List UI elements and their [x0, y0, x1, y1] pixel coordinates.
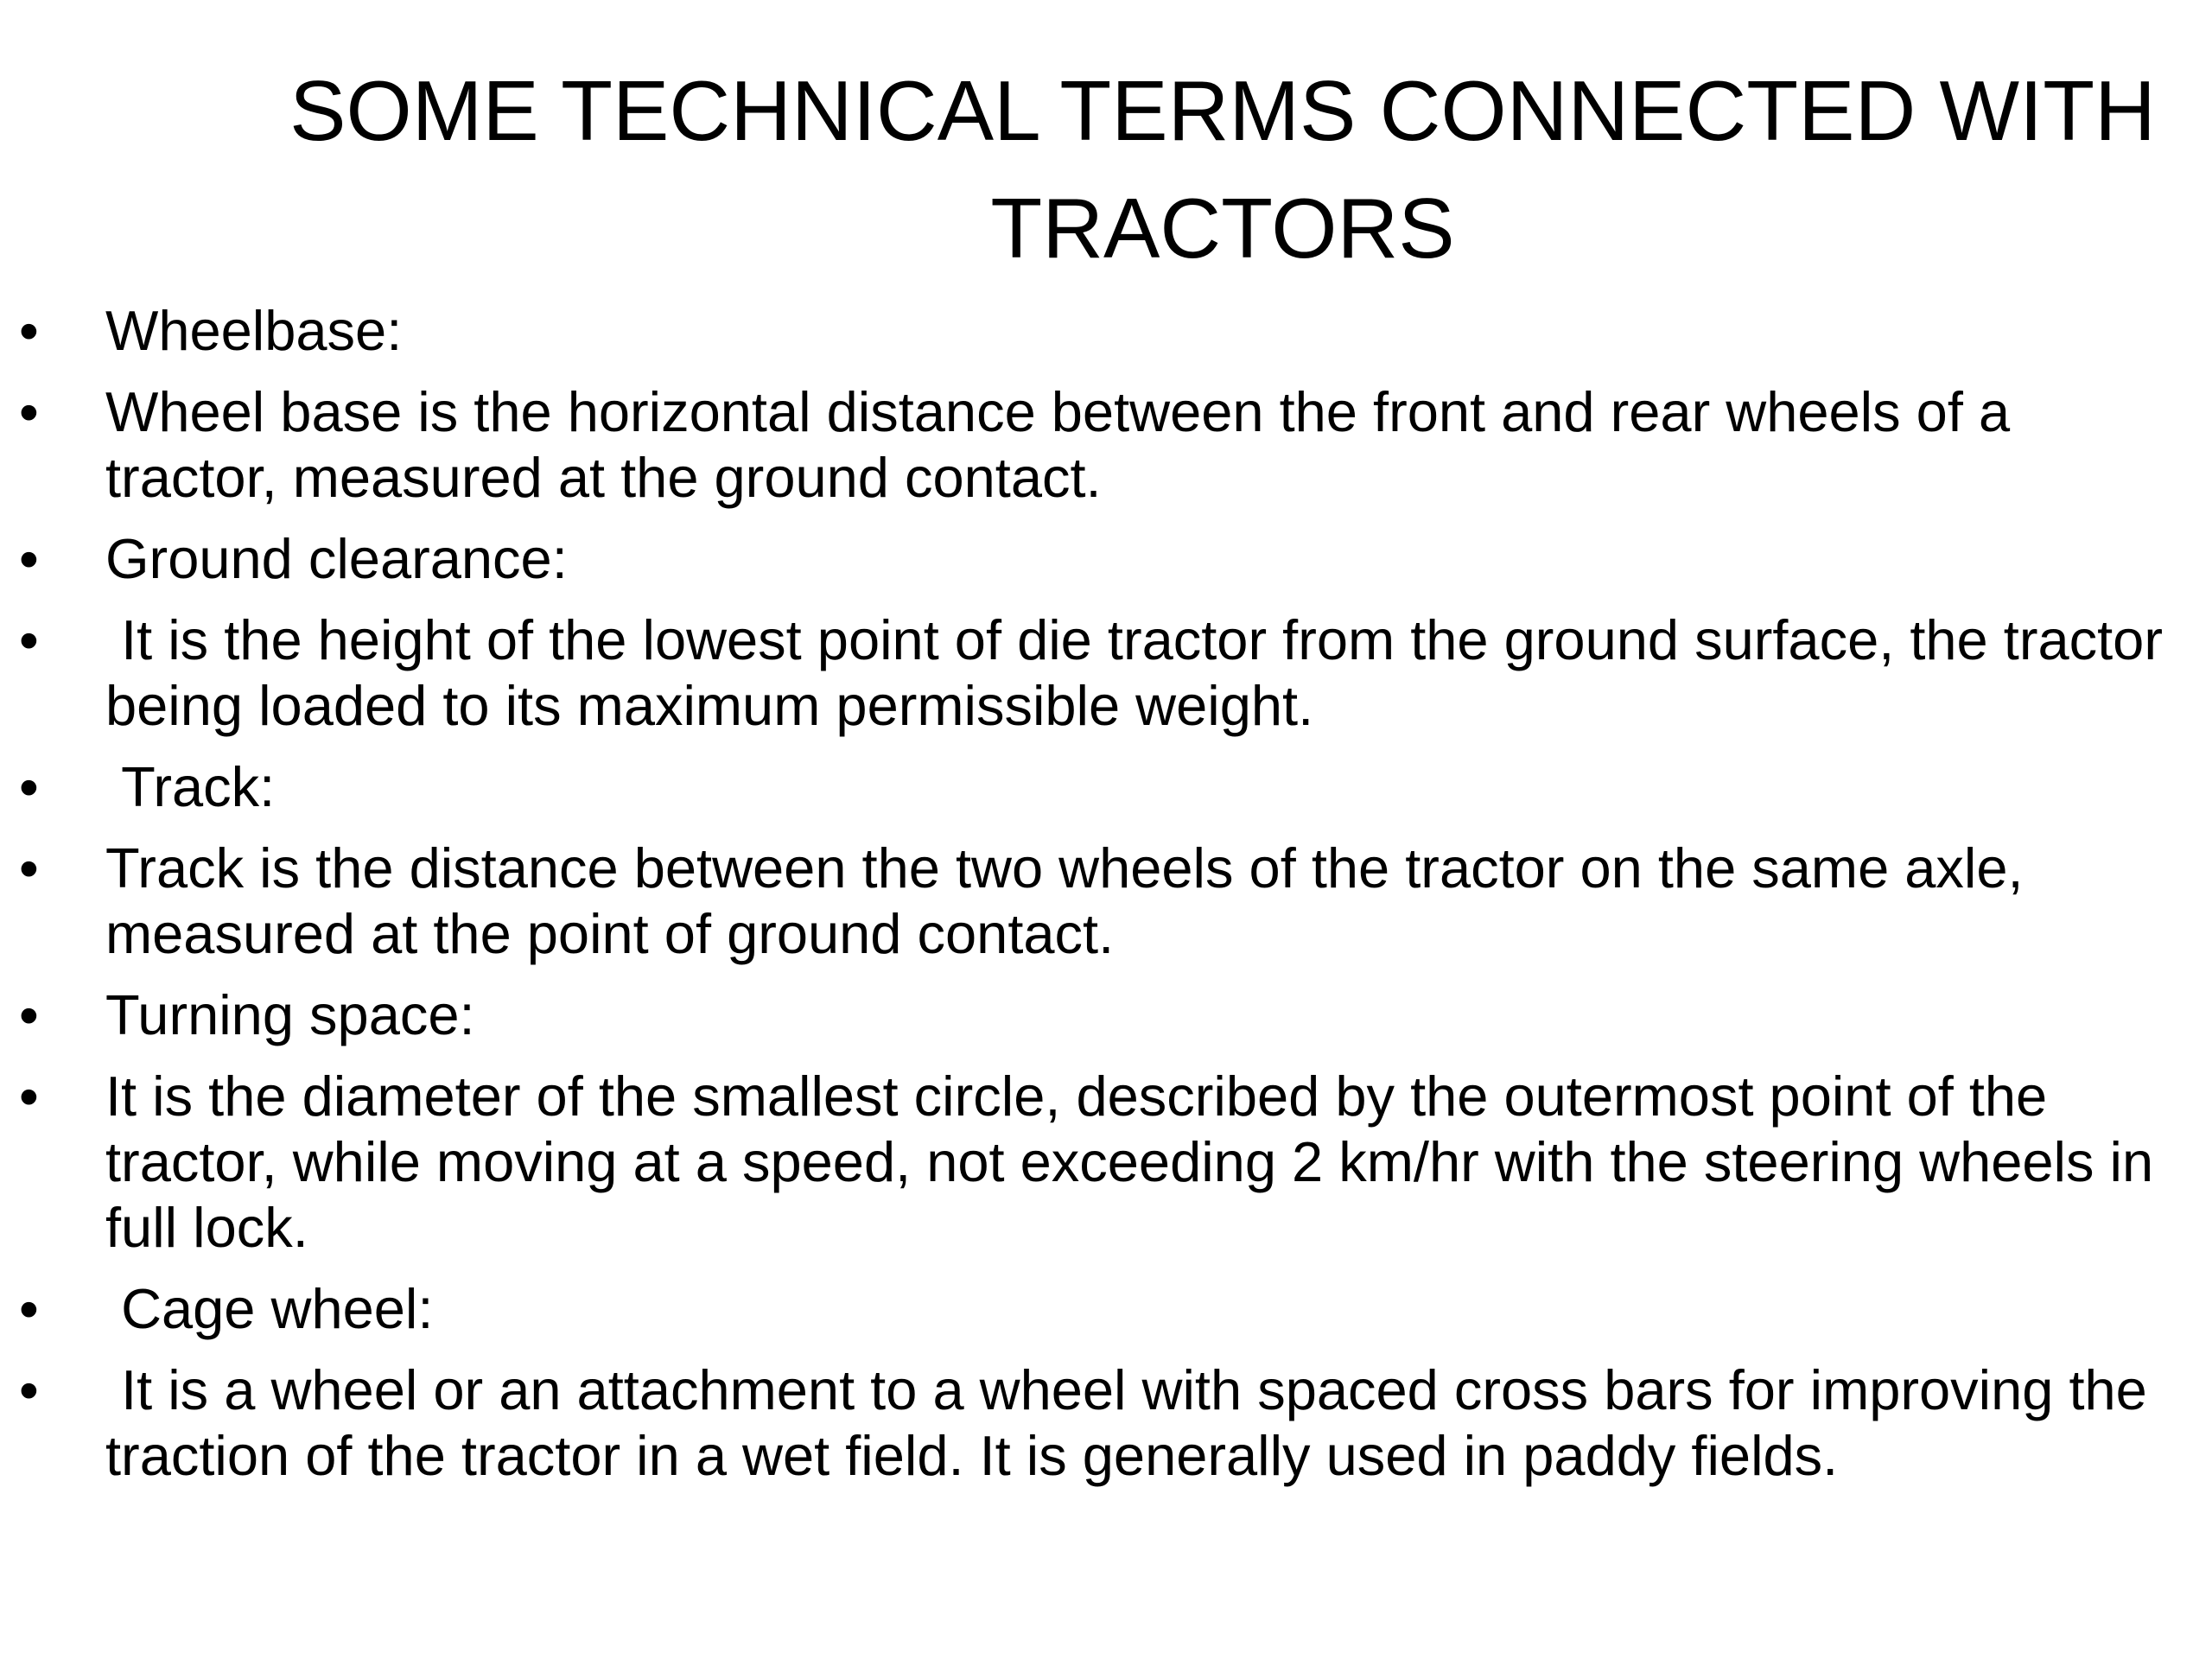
list-item	[0, 1357, 2195, 1489]
bullet-list	[0, 298, 2195, 1504]
list-item-text: Cage wheel:	[105, 1277, 434, 1340]
list-item	[0, 982, 2195, 1048]
bullet-icon: •	[19, 1065, 39, 1128]
slide-title: SOME TECHNICAL TERMS CONNECTED WITH TRACTORS	[289, 63, 2156, 276]
list-item-text: Track:	[105, 755, 276, 818]
list-item	[0, 836, 2195, 967]
list-item-text: It is a wheel or an attachment to a wheel with spaced cross bars for improving the traction of the tractor in a wet field. It is generally used in paddy fields.	[105, 1358, 2163, 1487]
list-item	[0, 379, 2195, 511]
list-item	[0, 1064, 2195, 1261]
bullet-icon: •	[19, 299, 39, 362]
bullet-icon: •	[19, 608, 39, 671]
bullet-icon: •	[19, 983, 39, 1046]
list-item-text: Wheelbase:	[105, 299, 403, 362]
bullet-icon: •	[19, 527, 39, 590]
list-item-text: Ground clearance:	[105, 527, 568, 590]
list-item	[0, 607, 2195, 739]
list-item	[0, 754, 2195, 820]
bullet-icon: •	[19, 380, 39, 443]
list-item-text: Turning space:	[105, 983, 475, 1046]
list-item-text: It is the diameter of the smallest circle, described by the outermost point of the tractor, while moving at a speed, not exceeding 2 km/hr with the steering wheels in full lock.	[105, 1065, 2170, 1259]
bullet-icon: •	[19, 836, 39, 899]
bullet-icon: •	[19, 755, 39, 818]
list-item-text: It is the height of the lowest point of die tractor from the ground surface, the tractor being loaded to its maximum permissible weight.	[105, 608, 2179, 737]
list-item-text: Track is the distance between the two wheels of the tractor on the same axle, measured at the point of ground contact.	[105, 836, 2039, 965]
list-item	[0, 526, 2195, 592]
list-item	[0, 298, 2195, 364]
bullet-icon: •	[19, 1277, 39, 1340]
list-item-text: Wheel base is the horizontal distance between the front and rear wheels of a tractor, measured at the ground contact.	[105, 380, 2026, 509]
list-item	[0, 1276, 2195, 1342]
bullet-icon: •	[19, 1358, 39, 1421]
